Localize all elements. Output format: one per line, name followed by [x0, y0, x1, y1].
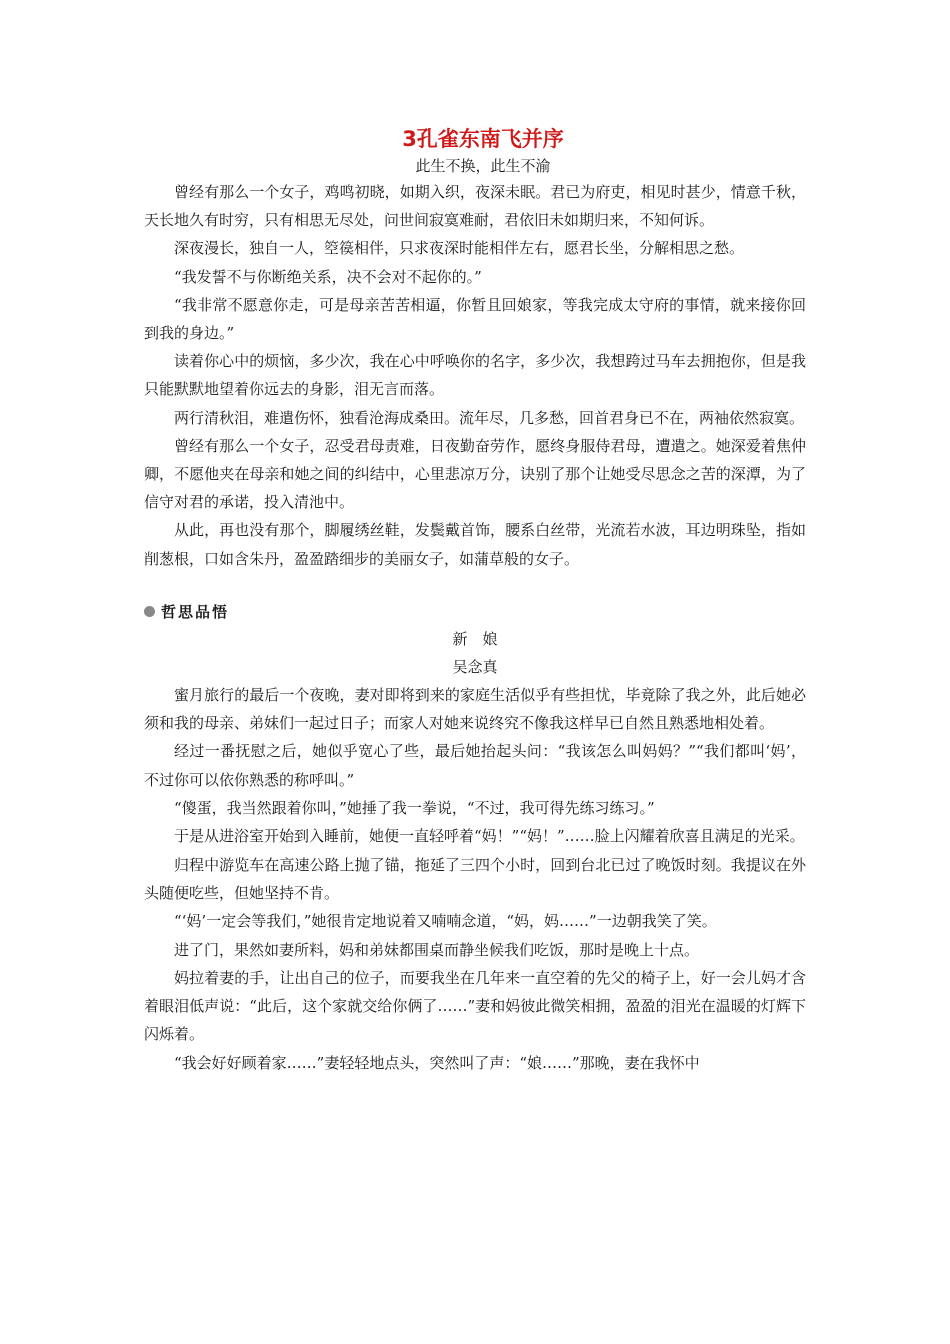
article-paragraph: 曾经有那么一个女子，忍受君母责难，日夜勤奋劳作，愿终身服侍君母，遭遣之。她深爱着焦仲卿，不愿他夹在母亲和她之间的纠结中，心里悲凉万分，诀别了那个让她受尽思念之苦的深潭，为了信守对君的承诺，投入清池中。 [144, 436, 806, 512]
article-paragraph: 曾经有那么一个女子，鸡鸣初晓，如期入织，夜深未眠。君已为府吏，相见时甚少，情意千秋，天长地久有时穷，只有相思无尽处，问世间寂寞难耐，君依旧未如期归来，不知何诉。 [144, 183, 806, 230]
story-paragraph: “我会好好顾着家……”妻轻轻地点头，突然叫了声：“娘……”那晚，妻在我怀中 [174, 1053, 700, 1072]
story-paragraph: 蜜月旅行的最后一个夜晚，妻对即将到来的家庭生活似乎有些担忧，毕竟除了我之外，此后她必须和我的母亲、弟妹们一起过日子；而家人对她来说终究不像我这样早已自然且熟悉地相处着。 [144, 685, 806, 733]
article-paragraph: 从此，再也没有那个，脚履绣丝鞋，发鬓戴首饰，腰系白丝带，光流若水波，耳边明珠坠，指如削葱根，口如含朱丹，盈盈踏细步的美丽女子，如蒲草般的女子。 [144, 521, 806, 568]
story-title: 新 娘 [452, 629, 498, 648]
article-paragraph: 两行清秋泪，难遣伤怀，独看沧海成桑田。流年尽，几多愁，回首君身已不在，两袖依然寂寞。 [174, 408, 805, 427]
story-paragraph: 妈拉着妻的手，让出自己的位子，而要我坐在几年来一直空着的先父的椅子上，好一会儿妈才含着眼泪低声说：“此后，这个家就交给你俩了……”妻和妈彼此微笑相拥，盈盈的泪光在温暖的灯辉下闪烁着。 [144, 968, 806, 1044]
bullet-icon [144, 606, 155, 617]
article-title: 3孔雀东南飞并序 [402, 127, 564, 151]
story-paragraph: “‘妈’一定会等我们，”她很肯定地说着又喃喃念道，“妈，妈……”一边朝我笑了笑。 [174, 912, 717, 931]
document-content [144, 124, 806, 1077]
story-paragraph: “傻蛋，我当然跟着你叫，”她捶了我一拳说，“不过，我可得先练习练习。” [174, 799, 655, 818]
article-subtitle: 此生不换，此生不渝 [415, 157, 551, 175]
article-paragraph: 深夜漫长，独自一人，箜篌相伴，只求夜深时能相伴左右，愿君长坐，分解相思之愁。 [174, 239, 745, 258]
story-paragraph: 经过一番抚慰之后，她似乎宽心了些，最后她抬起头问：“我该怎么叫妈妈？”“我们都叫‘妈’，不过你可以依你熟悉的称呼叫。” [144, 742, 806, 789]
section-heading [144, 599, 806, 625]
section-heading-label: 哲思品悟 [161, 602, 230, 621]
article-paragraph: “我非常不愿意你走，可是母亲苦苦相逼，你暂且回娘家，等我完成太守府的事情，就来接你回到我的身边。” [144, 295, 806, 343]
story-paragraph: 进了门，果然如妻所料，妈和弟妹都围桌而静坐候我们吃饭，那时是晚上十点。 [174, 940, 700, 959]
story-body [144, 681, 806, 1077]
story-paragraph: 于是从进浴室开始到入睡前，她便一直轻呼着“妈！”“妈！”……脸上闪耀着欣喜且满足的光采。 [174, 827, 805, 846]
story-paragraph: 归程中游览车在高速公路上抛了锚，拖延了三四个小时，回到台北已过了晚饭时刻。我提议在外头随便吃些，但她坚持不肯。 [144, 855, 806, 902]
story-author: 吴念真 [452, 657, 498, 676]
article-paragraph: “我发誓不与你断绝关系，决不会对不起你的。” [174, 267, 482, 286]
article-paragraph: 读着你心中的烦恼，多少次，我在心中呼唤你的名字，多少次，我想跨过马车去拥抱你，但是我只能默默地望着你远去的身影，泪无言而落。 [144, 352, 806, 399]
article-body [144, 178, 806, 573]
